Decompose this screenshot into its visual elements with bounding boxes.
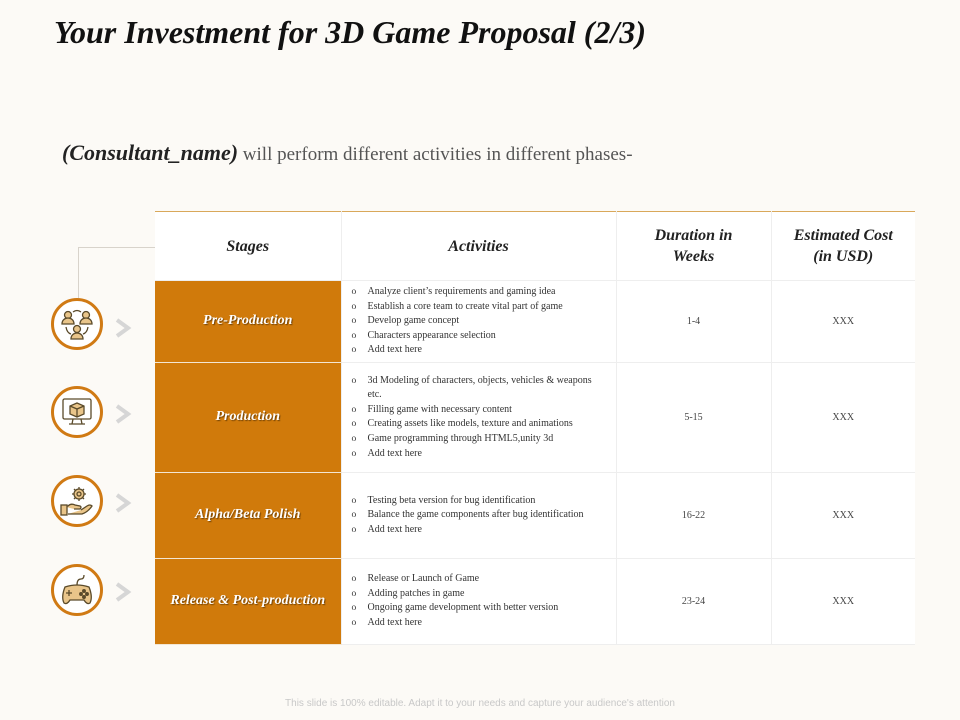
- table-row: [155, 472, 915, 558]
- activity-item: o Game programming through HTML5,unity 3d: [350, 432, 606, 447]
- cost-cell: XXX: [771, 472, 915, 558]
- duration-cell: 5-15: [616, 362, 771, 472]
- cost-cell: XXX: [771, 558, 915, 644]
- activity-item: o 3d Modeling of characters, objects, vehicles & weapons etc.: [350, 374, 606, 403]
- activity-item: o Filling game with necessary content: [350, 403, 606, 418]
- header-cost-line1: Estimated Cost: [793, 227, 893, 244]
- activity-item: o Develop game concept: [350, 314, 606, 329]
- header-duration-line2: Weeks: [672, 248, 715, 265]
- activities-cell: [341, 472, 616, 558]
- activities-cell: [341, 558, 616, 644]
- header-stages: Stages: [155, 212, 341, 281]
- consultant-name: (Consultant_name): [62, 140, 239, 165]
- duration-cell: 16-22: [616, 472, 771, 558]
- investment-table: [155, 211, 915, 645]
- gamepad-icon: [51, 564, 103, 616]
- stage-cell: Production: [155, 362, 341, 472]
- activity-item: o Add text here: [350, 343, 606, 358]
- hand-gear-icon: [51, 475, 103, 527]
- activity-item: o Add text here: [350, 616, 606, 631]
- table-row: [155, 281, 915, 363]
- activity-item: o Creating assets like models, texture and animations: [350, 417, 606, 432]
- activity-item: o Adding patches in game: [350, 587, 606, 602]
- activities-cell: [341, 281, 616, 363]
- table-row: [155, 558, 915, 644]
- footer-note: This slide is 100% editable. Adapt it to your needs and capture your audience's attention: [285, 698, 675, 709]
- activities-cell: [341, 362, 616, 472]
- duration-cell: 23-24: [616, 558, 771, 644]
- chevron-right-icon: [114, 318, 132, 338]
- header-activities: Activities: [341, 212, 616, 281]
- stage-cell: Release & Post-production: [155, 558, 341, 644]
- activity-item: o Add text here: [350, 523, 606, 538]
- slide-title: Your Investment for 3D Game Proposal (2/3): [54, 14, 646, 50]
- duration-cell: 1-4: [616, 281, 771, 363]
- activity-item: o Testing beta version for bug identification: [350, 494, 606, 509]
- connector-line: [78, 247, 159, 298]
- table-row: [155, 362, 915, 472]
- chevron-right-icon: [114, 582, 132, 602]
- slide-subtitle: [62, 140, 633, 166]
- activity-item: o Release or Launch of Game: [350, 572, 606, 587]
- activity-item: o Add text here: [350, 447, 606, 462]
- activity-item: o Analyze client’s requirements and gaming idea: [350, 285, 606, 300]
- header-duration: [616, 212, 771, 281]
- chevron-right-icon: [114, 493, 132, 513]
- cost-cell: XXX: [771, 281, 915, 363]
- stage-cell: Alpha/Beta Polish: [155, 472, 341, 558]
- 3d-box-monitor-icon: [51, 386, 103, 438]
- team-icon: [51, 298, 103, 350]
- header-cost-line2: (in USD): [813, 248, 874, 265]
- activity-item: o Ongoing game development with better version: [350, 601, 606, 616]
- activity-item: o Balance the game components after bug identification: [350, 508, 606, 523]
- stage-cell: Pre-Production: [155, 281, 341, 363]
- subtitle-text: will perform different activities in different phases-: [238, 144, 633, 165]
- chevron-right-icon: [114, 404, 132, 424]
- header-duration-line1: Duration in: [654, 227, 733, 244]
- table-header-row: [155, 212, 915, 281]
- header-cost: [771, 212, 915, 281]
- activity-item: o Characters appearance selection: [350, 329, 606, 344]
- activity-item: o Establish a core team to create vital part of game: [350, 300, 606, 315]
- cost-cell: XXX: [771, 362, 915, 472]
